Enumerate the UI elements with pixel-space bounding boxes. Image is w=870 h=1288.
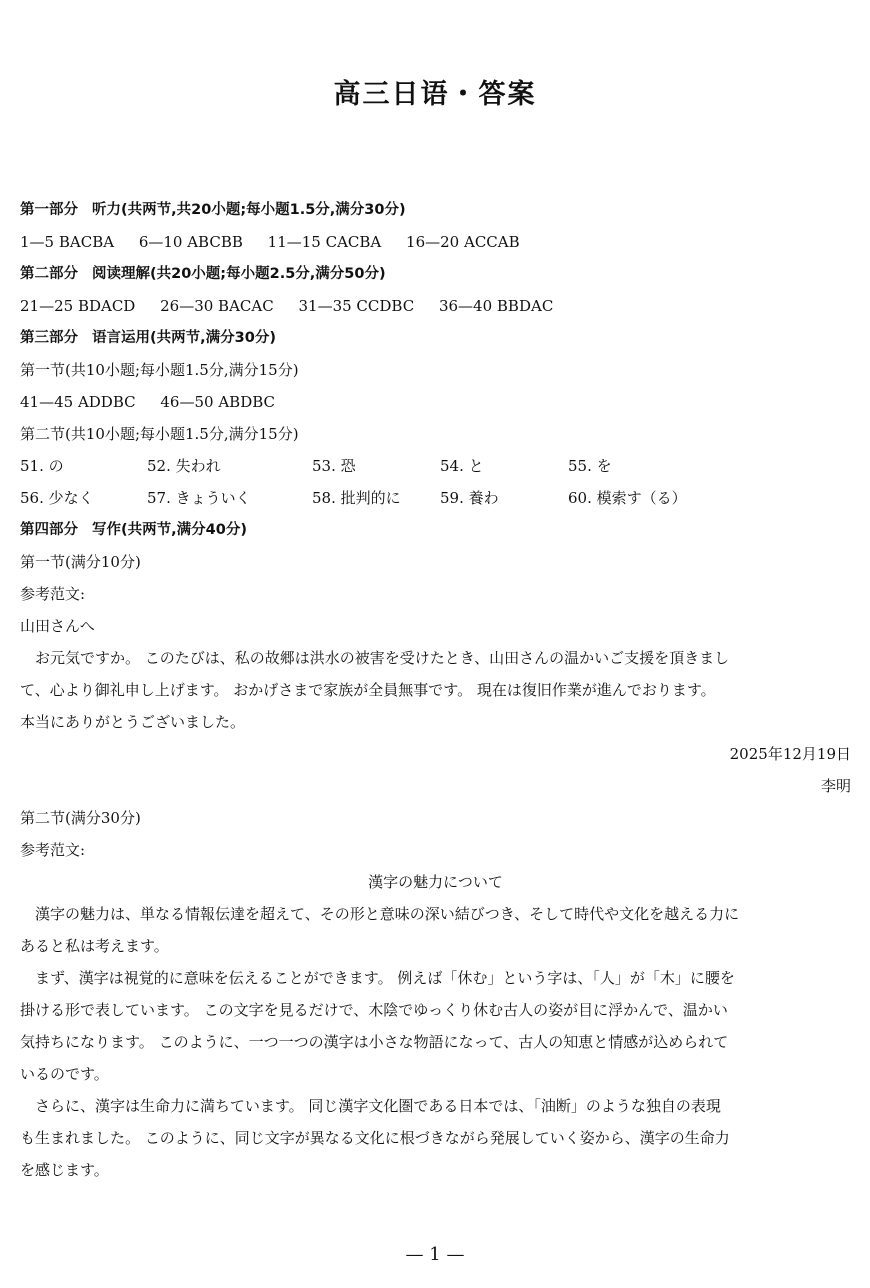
essay-line: を感じます。: [20, 1161, 109, 1179]
part4-heading-text: 写作(共两节,满分40分): [92, 522, 247, 538]
essay-line: 気持ちになります。 このように、一つ一つの漢字は小さな物語になって、古人の知恵と情感が込められて: [20, 1033, 729, 1051]
letter-body-line: 本当にありがとうございました。: [20, 713, 246, 731]
fill-in-answer: 53. 恐: [312, 457, 356, 475]
essay-line: 掛ける形で表しています。 この文字を見るだけで、木陰でゆっくり休む古人の姿が目に浮かんで、温かい: [20, 1001, 728, 1019]
fill-in-answer: 60. 模索す（る）: [568, 489, 687, 507]
answer-group: 16—20 ACCAB: [406, 233, 520, 251]
part3-heading: [20, 322, 851, 354]
fill-in-answers-row: [20, 482, 851, 514]
fill-in-answer: 59. 養わ: [440, 489, 499, 507]
answer-group: 21—25 BDACD: [20, 297, 136, 315]
essay-line: 漢字の魅力は、単なる情報伝達を超えて、その形と意味の深い結びつき、そして時代や文化を越える力に: [35, 905, 740, 923]
essay-title: 漢字の魅力について: [368, 873, 503, 891]
page-title: 高三日语・答案: [333, 79, 537, 110]
fill-in-answer: 57. きょういく: [147, 489, 251, 507]
answer-content: [20, 194, 851, 1186]
part4-heading: [20, 514, 851, 546]
letter-body-line: て、心より御礼申し上げます。 おかげさまで家族が全員無事です。 現在は復旧作業が進んでおります。: [20, 681, 716, 699]
part4-section1-title: 第一节(满分10分): [20, 553, 141, 571]
essay-line: さらに、漢字は生命力に満ちています。 同じ漢字文化圏である日本では、「油断」のような独自の表現: [35, 1097, 721, 1115]
letter-greeting: 山田さんへ: [20, 617, 95, 635]
part3-section2-title: 第二节(共10小题;每小题1.5分,满分15分): [20, 425, 299, 443]
letter-date: 2025年12月19日: [729, 745, 851, 763]
fill-in-answer: 58. 批判的に: [312, 489, 401, 507]
essay-paragraph: [20, 898, 851, 962]
answer-group: 41—45 ADDBC: [20, 393, 136, 411]
part2-heading-text: 阅读理解(共20小题;每小题2.5分,满分50分): [92, 266, 386, 282]
page-number: — 1 —: [405, 1244, 465, 1265]
answer-group: 1—5 BACBA: [20, 233, 115, 251]
fill-in-answer: 54. と: [440, 457, 484, 475]
fill-in-answer: 55. を: [568, 457, 612, 475]
part4-section2-title: 第二节(满分30分): [20, 809, 141, 827]
answer-group: 11—15 CACBA: [267, 233, 382, 251]
letter-body-line: お元気ですか。 このたびは、私の故郷は洪水の被害を受けたとき、山田さんの温かいご支援を頂きまし: [35, 649, 730, 667]
essay-paragraph: [20, 962, 851, 1090]
part3-heading-text: 语言运用(共两节,满分30分): [92, 330, 276, 346]
part3-section1-answers: [20, 386, 851, 418]
part3-heading-label: 第三部分: [20, 330, 78, 346]
essay-line: も生まれました。 このように、同じ文字が異なる文化に根づきながら発展していく姿から、漢字の生命力: [20, 1129, 730, 1147]
answer-group: 31—35 CCDBC: [298, 297, 415, 315]
letter-signature: 李明: [820, 777, 851, 795]
essay-line: いるのです。: [20, 1065, 109, 1083]
fill-in-answer: 52. 失われ: [147, 457, 221, 475]
essay-line: まず、漢字は視覚的に意味を伝えることができます。 例えば「休む」という字は、「人」が「木」に腰を: [35, 969, 735, 987]
sample-label: 参考范文:: [20, 841, 86, 859]
essay-paragraph: [20, 1090, 851, 1186]
part4-heading-label: 第四部分: [20, 522, 78, 538]
fill-in-answer: 56. 少なく: [20, 489, 94, 507]
part1-heading: [20, 194, 851, 226]
sample-label: 参考范文:: [20, 585, 86, 603]
part3-section1-title: 第一节(共10小题;每小题1.5分,满分15分): [20, 361, 299, 379]
part2-heading: [20, 258, 851, 290]
answer-group: 46—50 ABDBC: [160, 393, 275, 411]
essay-line: あると私は考えます。: [20, 937, 169, 955]
fill-in-answers-row: [20, 450, 851, 482]
part2-heading-label: 第二部分: [20, 266, 78, 282]
answer-group: 26—30 BACAC: [160, 297, 274, 315]
fill-in-answer: 51. の: [20, 457, 64, 475]
answer-group: 6—10 ABCBB: [138, 233, 243, 251]
part1-heading-text: 听力(共两节,共20小题;每小题1.5分,满分30分): [92, 202, 406, 218]
part1-heading-label: 第一部分: [20, 202, 78, 218]
answer-group: 36—40 BBDAC: [438, 297, 554, 315]
part1-answers: [20, 226, 851, 258]
part2-answers: [20, 290, 851, 322]
